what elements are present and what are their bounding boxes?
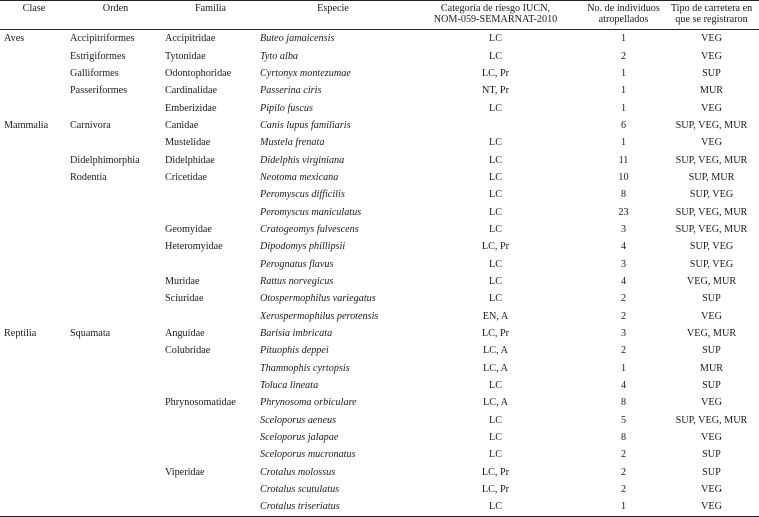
cell-clase bbox=[0, 186, 68, 203]
cell-categoria: LC bbox=[488, 171, 503, 183]
cell-familia: Colubridae bbox=[165, 345, 211, 357]
cell-familia bbox=[163, 377, 258, 394]
cell-orden: Estrigiformes bbox=[70, 50, 126, 62]
cell-especie: Perognatus flavus bbox=[260, 258, 334, 270]
cell-orden bbox=[68, 429, 163, 446]
cell-familia: Canidae bbox=[165, 119, 199, 131]
table-row bbox=[0, 238, 759, 255]
cell-clase bbox=[0, 238, 68, 255]
cell-familia: Mustelidae bbox=[165, 137, 211, 149]
cell-orden bbox=[68, 99, 163, 116]
cell-categoria: LC bbox=[488, 380, 503, 392]
cell-numero: 2 bbox=[620, 449, 627, 461]
cell-orden: Didelphimorphia bbox=[70, 154, 140, 166]
cell-especie: Dipodomys phillipsii bbox=[260, 241, 346, 253]
cell-tipo: VEG bbox=[701, 102, 722, 114]
header-categoria-line2: NOM-059-SEMARNAT-2010 bbox=[433, 14, 558, 25]
cell-categoria: LC bbox=[488, 137, 503, 149]
table-row bbox=[0, 117, 759, 134]
cell-numero: 1 bbox=[583, 498, 664, 516]
cell-orden bbox=[68, 394, 163, 411]
table-row bbox=[0, 377, 759, 394]
cell-categoria: LC bbox=[488, 293, 503, 305]
cell-clase bbox=[0, 464, 68, 481]
cell-numero: 3 bbox=[620, 223, 627, 235]
cell-orden bbox=[68, 446, 163, 463]
cell-tipo: MUR bbox=[699, 85, 724, 97]
table-row bbox=[0, 151, 759, 168]
cell-categoria: LC bbox=[408, 498, 583, 516]
cell-categoria: LC bbox=[488, 189, 503, 201]
table-row bbox=[0, 481, 759, 498]
cell-numero: 3 bbox=[620, 328, 627, 340]
cell-numero: 1 bbox=[620, 362, 627, 374]
table-row bbox=[0, 186, 759, 203]
cell-numero: 11 bbox=[618, 154, 629, 166]
cell-familia: Viperidae bbox=[165, 466, 205, 478]
header-familia: Familia bbox=[163, 1, 258, 30]
cell-familia bbox=[163, 308, 258, 325]
cell-categoria: LC, Pr bbox=[481, 241, 510, 253]
cell-orden: Squamata bbox=[70, 328, 111, 340]
cell-familia: Emberizidae bbox=[165, 102, 217, 114]
cell-clase bbox=[0, 169, 68, 186]
cell-especie: Crotalus molossus bbox=[260, 466, 336, 478]
cell-clase: Mammalia bbox=[4, 119, 49, 131]
cell-categoria bbox=[408, 117, 583, 134]
cell-tipo: VEG bbox=[701, 33, 722, 45]
cell-categoria: LC, A bbox=[483, 345, 508, 357]
cell-orden bbox=[68, 481, 163, 498]
cell-numero: 2 bbox=[620, 293, 627, 305]
cell-familia: Sciuridae bbox=[165, 293, 204, 305]
cell-numero: 2 bbox=[620, 310, 627, 322]
cell-numero: 2 bbox=[620, 466, 627, 478]
header-clase: Clase bbox=[0, 1, 68, 30]
cell-categoria: LC bbox=[488, 275, 503, 287]
cell-clase bbox=[0, 203, 68, 220]
cell-clase bbox=[0, 290, 68, 307]
cell-clase bbox=[0, 412, 68, 429]
table-row bbox=[0, 82, 759, 99]
cell-tipo: SUP, VEG, MUR bbox=[675, 414, 748, 426]
cell-especie: Barisia imbricata bbox=[260, 328, 333, 340]
table-row bbox=[0, 464, 759, 481]
cell-clase bbox=[0, 65, 68, 82]
cell-clase bbox=[0, 134, 68, 151]
cell-orden: Rodentia bbox=[70, 171, 107, 183]
header-orden: Orden bbox=[68, 1, 163, 30]
cell-familia bbox=[163, 186, 258, 203]
cell-especie: Crotalus scutulatus bbox=[260, 484, 340, 496]
cell-categoria: LC, Pr bbox=[481, 328, 510, 340]
cell-familia: Heteromyidae bbox=[165, 241, 223, 253]
cell-especie: Passerina ciris bbox=[260, 85, 322, 97]
cell-tipo: SUP, MUR bbox=[688, 171, 735, 183]
cell-categoria: LC, A bbox=[483, 397, 508, 409]
cell-categoria: LC, Pr bbox=[481, 484, 510, 496]
cell-clase bbox=[0, 481, 68, 498]
cell-clase bbox=[0, 498, 68, 516]
cell-tipo: VEG bbox=[701, 397, 722, 409]
cell-categoria: LC bbox=[488, 33, 503, 45]
table-row bbox=[0, 134, 759, 151]
cell-especie: Tyto alba bbox=[260, 50, 299, 62]
cell-clase bbox=[0, 342, 68, 359]
table-row bbox=[0, 394, 759, 411]
cell-clase bbox=[0, 446, 68, 463]
cell-especie: Toluca lineata bbox=[260, 380, 319, 392]
cell-tipo: SUP, VEG, MUR bbox=[675, 223, 748, 235]
cell-tipo: SUP, VEG bbox=[689, 241, 734, 253]
cell-tipo: VEG bbox=[701, 432, 722, 444]
cell-tipo: SUP bbox=[702, 466, 721, 478]
cell-tipo: VEG bbox=[664, 498, 759, 516]
cell-especie: Peromyscus difficilis bbox=[260, 189, 345, 201]
cell-clase bbox=[0, 360, 68, 377]
cell-clase bbox=[0, 82, 68, 99]
cell-especie: Phrynosoma orbiculare bbox=[260, 397, 357, 409]
cell-numero: 8 bbox=[620, 397, 627, 409]
cell-clase bbox=[0, 255, 68, 272]
cell-especie: Rattus norvegicus bbox=[260, 275, 334, 287]
table-row bbox=[0, 221, 759, 238]
table-row bbox=[0, 65, 759, 82]
cell-tipo: SUP bbox=[702, 449, 721, 461]
cell-numero: 2 bbox=[620, 50, 627, 62]
table-row bbox=[0, 412, 759, 429]
cell-categoria: LC bbox=[488, 258, 503, 270]
cell-orden bbox=[68, 464, 163, 481]
cell-tipo: SUP bbox=[702, 293, 721, 305]
cell-numero: 4 bbox=[620, 275, 627, 287]
cell-tipo: VEG bbox=[701, 484, 722, 496]
cell-especie: Cratogeomys fulvescens bbox=[260, 223, 359, 235]
cell-tipo: SUP, VEG, MUR bbox=[675, 206, 748, 218]
cell-numero: 10 bbox=[618, 171, 629, 183]
cell-especie: Neotoma mexicana bbox=[260, 171, 339, 183]
header-row bbox=[0, 1, 759, 30]
cell-especie: Mustela frenata bbox=[260, 137, 325, 149]
cell-especie: Canis lupus familiaris bbox=[260, 119, 351, 131]
cell-tipo: SUP bbox=[702, 380, 721, 392]
cell-numero: 23 bbox=[618, 206, 629, 218]
table-body bbox=[0, 30, 759, 517]
cell-clase bbox=[0, 151, 68, 168]
cell-orden bbox=[68, 221, 163, 238]
table-row bbox=[0, 30, 759, 48]
cell-numero: 5 bbox=[620, 414, 627, 426]
cell-clase bbox=[0, 221, 68, 238]
header-numero-line1: No. de individuos bbox=[587, 3, 660, 14]
cell-familia: Phrynosomatidae bbox=[165, 397, 236, 409]
cell-categoria: LC, A bbox=[483, 362, 508, 374]
cell-especie: Sceloporus mucronatus bbox=[260, 449, 356, 461]
cell-orden: Galliformes bbox=[70, 67, 119, 79]
cell-orden bbox=[68, 290, 163, 307]
cell-categoria: LC, Pr bbox=[481, 466, 510, 478]
cell-orden bbox=[68, 342, 163, 359]
cell-familia: Accipitridae bbox=[165, 33, 216, 45]
cell-categoria: LC, Pr bbox=[481, 67, 510, 79]
cell-especie: Sceloporus jalapae bbox=[260, 432, 339, 444]
cell-categoria: EN, A bbox=[482, 310, 509, 322]
header-numero bbox=[583, 1, 664, 30]
header-tipo-line1: Tipo de carretera en bbox=[670, 3, 753, 14]
cell-clase bbox=[0, 47, 68, 64]
cell-clase bbox=[0, 308, 68, 325]
table-row bbox=[0, 255, 759, 272]
table-row bbox=[0, 308, 759, 325]
cell-familia bbox=[163, 481, 258, 498]
cell-familia: Didelphidae bbox=[165, 154, 215, 166]
cell-familia bbox=[163, 498, 258, 516]
cell-clase: Aves bbox=[4, 33, 25, 45]
cell-categoria: NT, Pr bbox=[482, 85, 509, 97]
cell-categoria: LC bbox=[488, 414, 503, 426]
cell-numero: 1 bbox=[620, 85, 627, 97]
cell-orden: Accipitriformes bbox=[70, 33, 135, 45]
cell-familia bbox=[163, 255, 258, 272]
cell-familia: Muridae bbox=[165, 275, 200, 287]
cell-tipo: SUP, VEG, MUR bbox=[675, 154, 748, 166]
cell-orden bbox=[68, 255, 163, 272]
cell-clase bbox=[0, 429, 68, 446]
cell-numero: 2 bbox=[620, 484, 627, 496]
cell-tipo: MUR bbox=[699, 362, 724, 374]
cell-numero: 3 bbox=[620, 258, 627, 270]
cell-tipo: SUP, VEG bbox=[689, 189, 734, 201]
cell-orden: Carnivora bbox=[70, 119, 111, 131]
cell-especie: Pipilo fuscus bbox=[260, 102, 313, 114]
cell-numero: 1 bbox=[620, 33, 627, 45]
table-row bbox=[0, 342, 759, 359]
cell-tipo: SUP, VEG, MUR bbox=[675, 119, 748, 131]
cell-familia: Anguidae bbox=[165, 328, 205, 340]
cell-categoria: LC bbox=[488, 223, 503, 235]
table-row bbox=[0, 99, 759, 116]
table-row bbox=[0, 360, 759, 377]
cell-orden bbox=[68, 412, 163, 429]
cell-familia bbox=[163, 203, 258, 220]
header-tipo bbox=[664, 1, 759, 30]
cell-orden: Passeriformes bbox=[70, 85, 128, 97]
cell-clase bbox=[0, 394, 68, 411]
cell-orden bbox=[68, 203, 163, 220]
cell-numero: 8 bbox=[620, 189, 627, 201]
cell-numero: 4 bbox=[620, 380, 627, 392]
cell-categoria: LC bbox=[488, 449, 503, 461]
cell-especie: Didelphis virginiana bbox=[260, 154, 345, 166]
cell-categoria: LC bbox=[488, 206, 503, 218]
cell-clase bbox=[0, 377, 68, 394]
cell-orden bbox=[68, 134, 163, 151]
cell-categoria: LC bbox=[488, 154, 503, 166]
cell-orden bbox=[68, 308, 163, 325]
table-row bbox=[0, 169, 759, 186]
cell-familia: Cricetidae bbox=[165, 171, 207, 183]
table-row bbox=[0, 203, 759, 220]
cell-tipo: VEG, MUR bbox=[686, 275, 737, 287]
cell-clase bbox=[0, 99, 68, 116]
header-categoria bbox=[408, 1, 583, 30]
cell-clase bbox=[0, 273, 68, 290]
cell-orden bbox=[68, 186, 163, 203]
table-row bbox=[0, 429, 759, 446]
cell-tipo: VEG, MUR bbox=[686, 328, 737, 340]
cell-categoria: LC bbox=[488, 102, 503, 114]
table-row bbox=[0, 290, 759, 307]
cell-especie: Crotalus triseriatus bbox=[258, 498, 408, 516]
cell-orden bbox=[68, 360, 163, 377]
table-row bbox=[0, 47, 759, 64]
cell-especie: Pituophis deppei bbox=[260, 345, 329, 357]
cell-numero: 2 bbox=[620, 345, 627, 357]
cell-familia: Cardinalidae bbox=[165, 85, 218, 97]
header-categoria-line1: Categoría de riesgo IUCN, bbox=[440, 3, 551, 14]
cell-orden bbox=[68, 377, 163, 394]
cell-tipo: SUP, VEG bbox=[689, 258, 734, 270]
cell-tipo: VEG bbox=[701, 137, 722, 149]
cell-especie: Thamnophis cyrtopsis bbox=[260, 362, 350, 374]
cell-especie: Otospermophilus variegatus bbox=[260, 293, 376, 305]
cell-familia bbox=[163, 412, 258, 429]
cell-familia: Odontophoridae bbox=[165, 67, 232, 79]
cell-categoria: LC bbox=[488, 50, 503, 62]
cell-especie: Sceloporus aeneus bbox=[260, 414, 337, 426]
cell-familia bbox=[163, 360, 258, 377]
cell-numero: 8 bbox=[620, 432, 627, 444]
cell-orden bbox=[68, 238, 163, 255]
cell-especie: Buteo jamaicensis bbox=[260, 33, 335, 45]
cell-especie: Xerospermophilus perotensis bbox=[260, 310, 379, 322]
cell-numero: 4 bbox=[620, 241, 627, 253]
cell-categoria: LC bbox=[488, 432, 503, 444]
cell-tipo: VEG bbox=[701, 310, 722, 322]
cell-clase: Reptilia bbox=[4, 328, 37, 340]
cell-especie: Cyrtonyx montezumae bbox=[260, 67, 351, 79]
table-row bbox=[0, 498, 759, 516]
cell-numero: 6 bbox=[620, 119, 627, 131]
header-especie: Especie bbox=[258, 1, 408, 30]
cell-familia: Geomyidae bbox=[165, 223, 212, 235]
cell-orden bbox=[68, 273, 163, 290]
header-numero-line2: atropellados bbox=[598, 14, 649, 25]
table-row bbox=[0, 325, 759, 342]
header-tipo-line2: que se registraron bbox=[675, 14, 748, 25]
table-row bbox=[0, 446, 759, 463]
cell-familia bbox=[163, 429, 258, 446]
cell-familia bbox=[163, 446, 258, 463]
cell-tipo: SUP bbox=[702, 67, 721, 79]
cell-numero: 1 bbox=[620, 137, 627, 149]
table-row bbox=[0, 273, 759, 290]
cell-numero: 1 bbox=[620, 102, 627, 114]
cell-tipo: VEG bbox=[701, 50, 722, 62]
cell-especie: Peromyscus maniculatus bbox=[260, 206, 362, 218]
cell-familia: Tytonidae bbox=[165, 50, 206, 62]
cell-orden bbox=[68, 498, 163, 516]
cell-numero: 1 bbox=[620, 67, 627, 79]
cell-tipo: SUP bbox=[702, 345, 721, 357]
